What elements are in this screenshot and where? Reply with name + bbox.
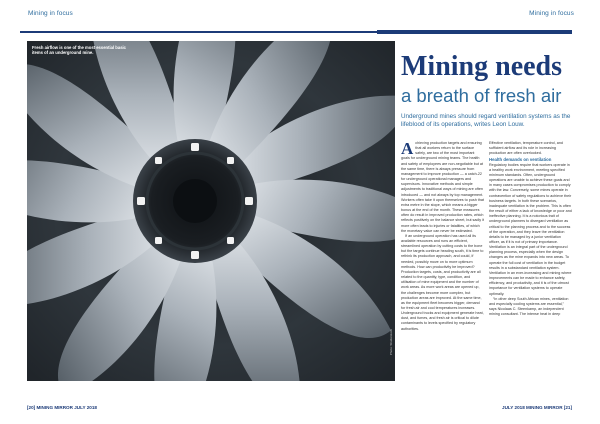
article-standfirst: Underground mines should regard ventilation systems as the lifeblood of its operations, writes Leon Louw.	[401, 113, 571, 129]
fan-illustration	[27, 41, 395, 381]
page-number-left: [20]	[27, 405, 36, 410]
section-subheading: Health demands on ventilation	[489, 157, 552, 163]
issue-date-left: JULY 2018	[74, 405, 97, 410]
body-paragraph: chieving production targets and ensuring that all workers return to the surface safely, are two of the most important goals for underground mining teams. The health and safety of employees are non-negotiable but at the same time, there is always pressure from management to improve production — a catch-22 for underground operational managers and supervisors. Innovative methods and simple adjustments to traditional ways of mining are often introduced — and not always by top management. Workers often take it upon themselves to push that extra metre in the stope, which means a bigger bonus at the end of the month. These measures often do result in improved production rates, which reflects positively on the balance sheet, but sadly it more often leads to injuries or fatalities, of which the monetary value can never be estimated.	[401, 141, 484, 233]
issue-date-right: JULY 2018	[502, 405, 525, 410]
magazine-name-left: MINING MIRROR	[36, 405, 73, 410]
body-paragraph: Regulatory bodies require that workers operate in a healthy work environment, meeting specified minimum standards. Often, underground operations are unable to achieve these goals and in many cases compromises production to comply with the law. Conversely, some mines operate in contravention of safety regulations to achieve their business targets. In both these scenarios, inadequate ventilation is the problem. This is often the result of either a lack of knowledge or poor and ineffective planning. It is a notorious trait of underground planners to disregard ventilation as critical to the planning process and to the success of the operation, and they leave the ventilation details to be managed by a junior ventilation officer, as if it is not of primary importance. Ventilation is an integral part of the underground planning process, especially when the design changes as the mine expands into new areas. To operate the full cost of ventilation in the budget results in a substandard ventilation system. Ventilation in an ever-increasing and mining where improvements can be made to enhance safety, efficiency, and productivity, and it is of the utmost importance for ventilation systems to operate optimally.	[489, 162, 572, 296]
body-column-1	[401, 141, 484, 403]
photo-credit: Photo: Shutterstock	[389, 328, 393, 355]
drop-cap: A	[401, 141, 414, 158]
running-header-right: Mining in focus	[529, 10, 574, 17]
body-column-2	[489, 141, 572, 403]
header-rule-accent	[377, 30, 572, 34]
running-header-left: Mining in focus	[28, 10, 73, 17]
header-rule	[20, 31, 572, 33]
body-paragraph: “In other deep South African mines, ventilation and especially cooling systems are essential,” says Nicolaas C. Steenkamp, an independent mining consultant. The intense heat in deep	[489, 296, 569, 317]
photo-caption: Fresh airflow is one of the most essential basic items of an underground mine.	[32, 45, 127, 56]
magazine-name-right: MINING MIRROR	[526, 405, 563, 410]
fan-photo	[27, 41, 395, 381]
article-headline: Mining needs	[401, 51, 563, 82]
footer-left	[27, 405, 97, 410]
article-subheadline: a breath of fresh air	[401, 85, 562, 106]
footer-right	[502, 405, 572, 410]
page-number-right: [21]	[563, 405, 572, 410]
body-paragraph: If an underground operation has used all its available resources and runs an efficient, streamlined operation by cutting costs to the bone but the targets continue heading south, it is time to rethink its production approach, and could, if needed, possibly move on to more optimum methods. How can productivity be improved? Production targets, costs, and productivity are all related to the quantity, type, condition, and utilisation of mine equipment and the number of work areas. As more work areas are opened up, the challenges become more complex, but production areas are improved. At the same time, as the equipment fleet becomes bigger, demand for fresh air and cool temperatures increases. Underground trucks and equipment generate heat, dust, and fumes, and fresh air is critical to dilute contaminants to levels specified by regulatory authorities.	[401, 233, 484, 331]
body-paragraph: Effective ventilation, temperature control, and sufficient airflow and its role in increasing production are often overlooked.	[489, 141, 563, 156]
